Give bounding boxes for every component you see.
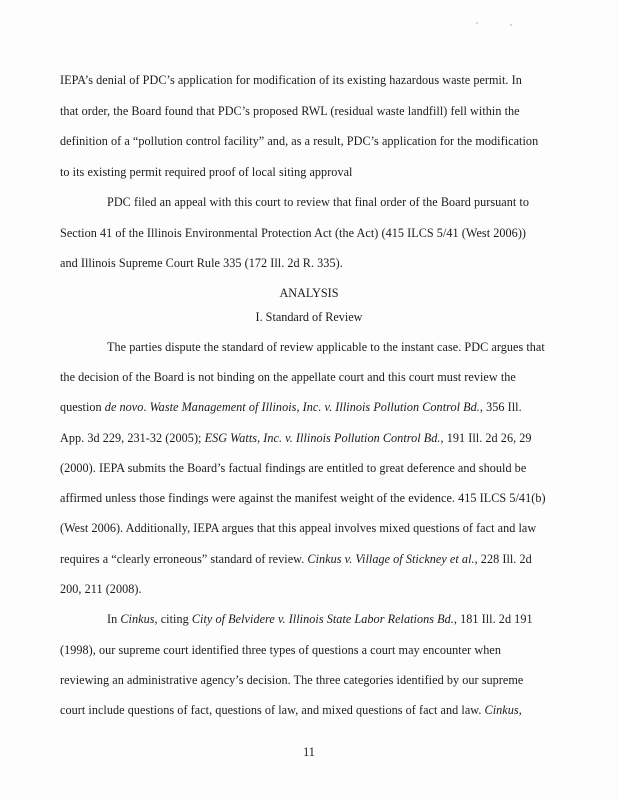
case-citation: Cinkus	[484, 703, 519, 717]
case-citation: ESG Watts, Inc. v. Illinois Pollution Control Bd.	[204, 431, 441, 445]
text-line: (2000). IEPA submits the Board’s factual findings are entitled to great deference and should be	[60, 461, 527, 475]
case-citation: Cinkus v. Village of Stickney et al.	[307, 552, 475, 566]
text-line: requires a “clearly erroneous” standard of review. Cinkus v. Village of Stickney et al., 228 Ill. 2d	[60, 552, 532, 566]
case-citation: Waste Management of Illinois, Inc. v. Illinois Pollution Control Bd.	[149, 400, 480, 414]
text-line: Section 41 of the Illinois Environmental Protection Act (the Act) (415 ILCS 5/41 (West 2006))	[60, 226, 527, 240]
text-line: reviewing an administrative agency’s decision. The three categories identified by our supreme	[60, 673, 524, 687]
heading-standard-of-review: I. Standard of Review	[255, 310, 363, 324]
text-line: The parties dispute the standard of review applicable to the instant case. PDC argues that	[107, 340, 545, 354]
text-line: PDC filed an appeal with this court to review that final order of the Board pursuant to	[107, 195, 530, 209]
text-line: and Illinois Supreme Court Rule 335 (172 Ill. 2d R. 335).	[60, 256, 343, 270]
text-line: App. 3d 229, 231-32 (2005); ESG Watts, Inc. v. Illinois Pollution Control Bd., 191 Ill. 2d 26, 29	[60, 431, 532, 445]
text-line: (West 2006). Additionally, IEPA argues that this appeal involves mixed questions of fact and law	[60, 521, 537, 535]
scan-speck	[510, 24, 512, 26]
text-line: the decision of the Board is not binding on the appellate court and this court must review the	[60, 370, 516, 384]
case-citation: Cinkus	[120, 612, 155, 626]
text-line: In Cinkus, citing City of Belvidere v. Illinois State Labor Relations Bd., 181 Ill. 2d 191	[107, 612, 533, 626]
case-citation: City of Belvidere v. Illinois State Labor Relations Bd.	[191, 612, 454, 626]
text-line: court include questions of fact, questions of law, and mixed questions of fact and law. Cinkus,	[60, 703, 522, 717]
page-number: 11	[303, 745, 315, 759]
text-line: IEPA’s denial of PDC’s application for modification of its existing hazardous waste permit. In	[60, 73, 522, 87]
scan-speck	[476, 22, 478, 24]
heading-analysis: ANALYSIS	[279, 286, 339, 300]
text-line: that order, the Board found that PDC’s proposed RWL (residual waste landfill) fell within the	[60, 104, 520, 118]
italic-text: de novo	[104, 400, 144, 414]
text-line: definition of a “pollution control facility” and, as a result, PDC’s application for the modification	[60, 134, 539, 148]
text-line: 200, 211 (2008).	[60, 582, 142, 596]
text-line: (1998), our supreme court identified three types of questions a court may encounter when	[60, 643, 501, 657]
text-line: question de novo. Waste Management of Illinois, Inc. v. Illinois Pollution Control Bd., 356 Ill.	[60, 400, 522, 414]
text-line: affirmed unless those findings were against the manifest weight of the evidence. 415 ILCS 5/41(b)	[60, 491, 546, 505]
text-line: to its existing permit required proof of local siting approval	[60, 165, 353, 179]
